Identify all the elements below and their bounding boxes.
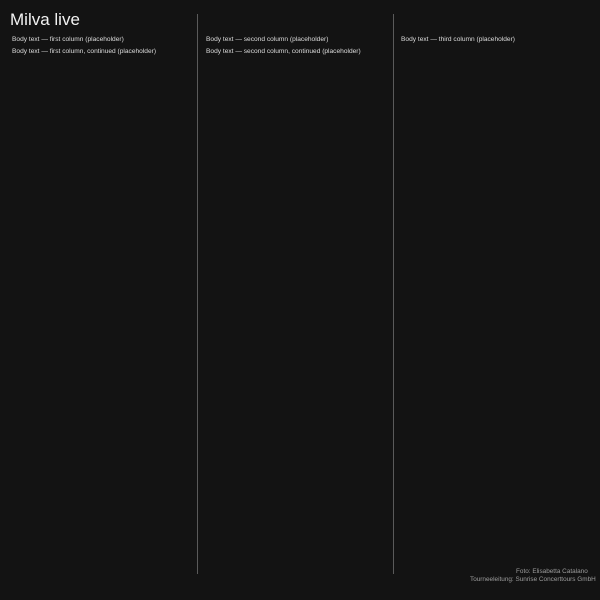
photo-credit: Foto: Elisabetta Catalano [516,568,588,575]
text-column-2 [206,36,384,476]
credits [470,568,595,585]
tour-credit: Tourneeleitung: Sunrise Concerttours GmbH [470,576,596,584]
column-divider [197,14,198,574]
paragraph: Body text — second column, continued (placeholder) [206,47,361,55]
page-title: Milva live [10,10,80,29]
paragraph: Body text — second column (placeholder) [206,36,329,43]
paragraph: Body text — first column (placeholder) [12,36,124,43]
paragraph: Body text — first column, continued (placeholder) [12,47,157,55]
paragraph: Body text — third column (placeholder) [401,36,515,43]
text-column-1 [12,36,190,486]
text-column-3 [401,36,579,211]
column-divider [393,14,394,574]
